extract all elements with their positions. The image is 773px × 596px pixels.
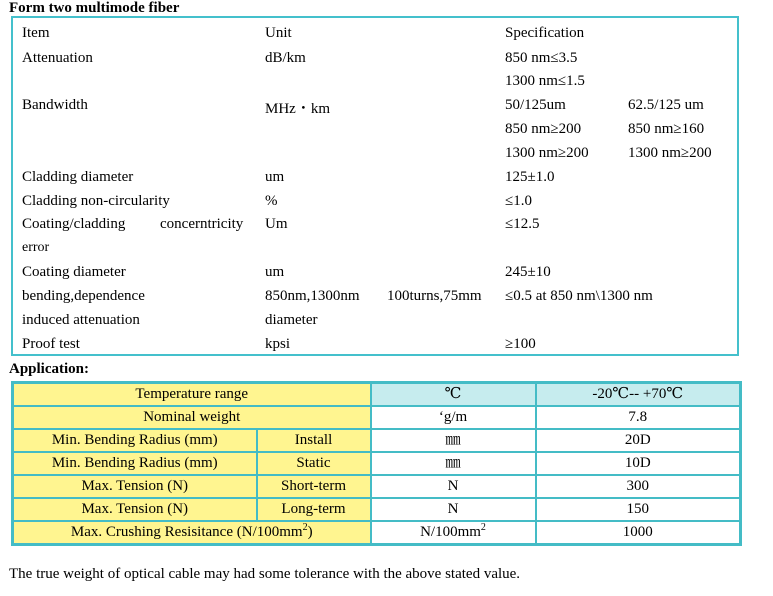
crushing-value: 1000 xyxy=(536,521,741,545)
crushing-label xyxy=(13,521,371,545)
table-row xyxy=(13,498,741,521)
attenuation-spec-850: 850 nm≤3.5 xyxy=(505,50,578,66)
coating-diameter-label: Coating diameter xyxy=(22,264,126,280)
table-row xyxy=(13,406,741,429)
concentricity-label-c: error xyxy=(22,240,50,255)
bandwidth-label: Bandwidth xyxy=(22,97,88,113)
bending-label-2: induced attenuation xyxy=(22,312,140,328)
crushing-unit xyxy=(371,521,536,545)
weight-unit: ‘g/m xyxy=(371,406,536,429)
temperature-label: Temperature range xyxy=(13,383,371,407)
bending-install-value: 20D xyxy=(536,429,741,452)
table-row xyxy=(13,383,741,407)
bending-static-value: 10D xyxy=(536,452,741,475)
header-unit: Unit xyxy=(265,25,292,41)
bending-spec: ≤0.5 at 850 nm\1300 nm xyxy=(505,288,653,304)
tension-short-sub: Short-term xyxy=(257,475,371,498)
crushing-unit-sup: 2 xyxy=(480,522,486,533)
weight-label: Nominal weight xyxy=(13,406,371,429)
bandwidth-50-1300: 1300 nm≥200 xyxy=(505,145,589,161)
proof-test-label: Proof test xyxy=(22,336,80,352)
bandwidth-62-fiber: 62.5/125 um xyxy=(628,97,704,113)
coating-diameter-spec: 245±10 xyxy=(505,264,551,280)
crushing-label-sup: 2 xyxy=(302,522,308,533)
tension-long-unit: N xyxy=(371,498,536,521)
table-row xyxy=(13,521,741,545)
table-row xyxy=(13,429,741,452)
tension-long-label: Max. Tension (N) xyxy=(13,498,257,521)
tension-long-value: 150 xyxy=(536,498,741,521)
bending-label-1: bending,dependence xyxy=(22,288,145,304)
attenuation-spec-1300: 1300 nm≤1.5 xyxy=(505,73,585,89)
bending-install-label: Min. Bending Radius (mm) xyxy=(13,429,257,452)
bending-unit-turns: 100turns,75mm xyxy=(387,288,482,304)
temperature-unit: ℃ xyxy=(371,383,536,407)
noncircularity-label: Cladding non-circularity xyxy=(22,193,170,209)
bending-unit-wavelength: 850nm,1300nm xyxy=(265,288,360,304)
bending-static-label: Min. Bending Radius (mm) xyxy=(13,452,257,475)
header-item: Item xyxy=(22,25,50,41)
proof-test-spec: ≥100 xyxy=(505,336,536,352)
crushing-label-text: Max. Crushing Resisitance (N/100mm xyxy=(70,524,303,540)
coating-diameter-unit: um xyxy=(265,264,285,280)
bandwidth-50-fiber: 50/125um xyxy=(505,97,566,113)
bending-install-unit: ㎜ xyxy=(371,429,536,452)
bending-static-unit: ㎜ xyxy=(371,452,536,475)
noncircularity-spec: ≤1.0 xyxy=(505,193,532,209)
tension-short-unit: N xyxy=(371,475,536,498)
table-row xyxy=(13,475,741,498)
proof-test-unit: kpsi xyxy=(265,336,291,352)
tension-long-sub: Long-term xyxy=(257,498,371,521)
bandwidth-62-1300: 1300 nm≥200 xyxy=(628,145,712,161)
temperature-value: -20℃-- +70℃ xyxy=(536,383,741,407)
application-table xyxy=(11,381,742,546)
cladding-diameter-label: Cladding diameter xyxy=(22,169,134,185)
weight-value: 7.8 xyxy=(536,406,741,429)
attenuation-label: Attenuation xyxy=(22,50,93,66)
concentricity-unit: Um xyxy=(265,216,288,232)
tension-short-label: Max. Tension (N) xyxy=(13,475,257,498)
crushing-unit-text: N/100mm xyxy=(420,524,481,540)
header-specification: Specification xyxy=(505,25,585,41)
bending-static-sub: Static xyxy=(257,452,371,475)
table-row xyxy=(13,452,741,475)
spec-table xyxy=(11,16,739,356)
footnote: The true weight of optical cable may had some tolerance with the above stated value. xyxy=(9,566,521,582)
bandwidth-50-850: 850 nm≥200 xyxy=(505,121,582,137)
application-title: Application: xyxy=(9,361,90,377)
bending-install-sub: Install xyxy=(257,429,371,452)
bandwidth-62-850: 850 nm≥160 xyxy=(628,121,705,137)
cladding-diameter-unit: um xyxy=(265,169,285,185)
concentricity-spec: ≤12.5 xyxy=(505,216,540,232)
page-title: Form two multimode fiber xyxy=(9,0,180,16)
noncircularity-unit: % xyxy=(265,193,278,209)
attenuation-unit: dB/km xyxy=(265,50,306,66)
crushing-label-end: ) xyxy=(307,524,313,540)
concentricity-label-a: Coating/cladding xyxy=(22,216,126,232)
bending-unit-diameter: diameter xyxy=(265,312,318,328)
concentricity-label-b: concerntricity xyxy=(160,216,244,232)
cladding-diameter-spec: 125±1.0 xyxy=(505,169,555,185)
tension-short-value: 300 xyxy=(536,475,741,498)
bandwidth-unit: MHz・km xyxy=(265,101,330,117)
